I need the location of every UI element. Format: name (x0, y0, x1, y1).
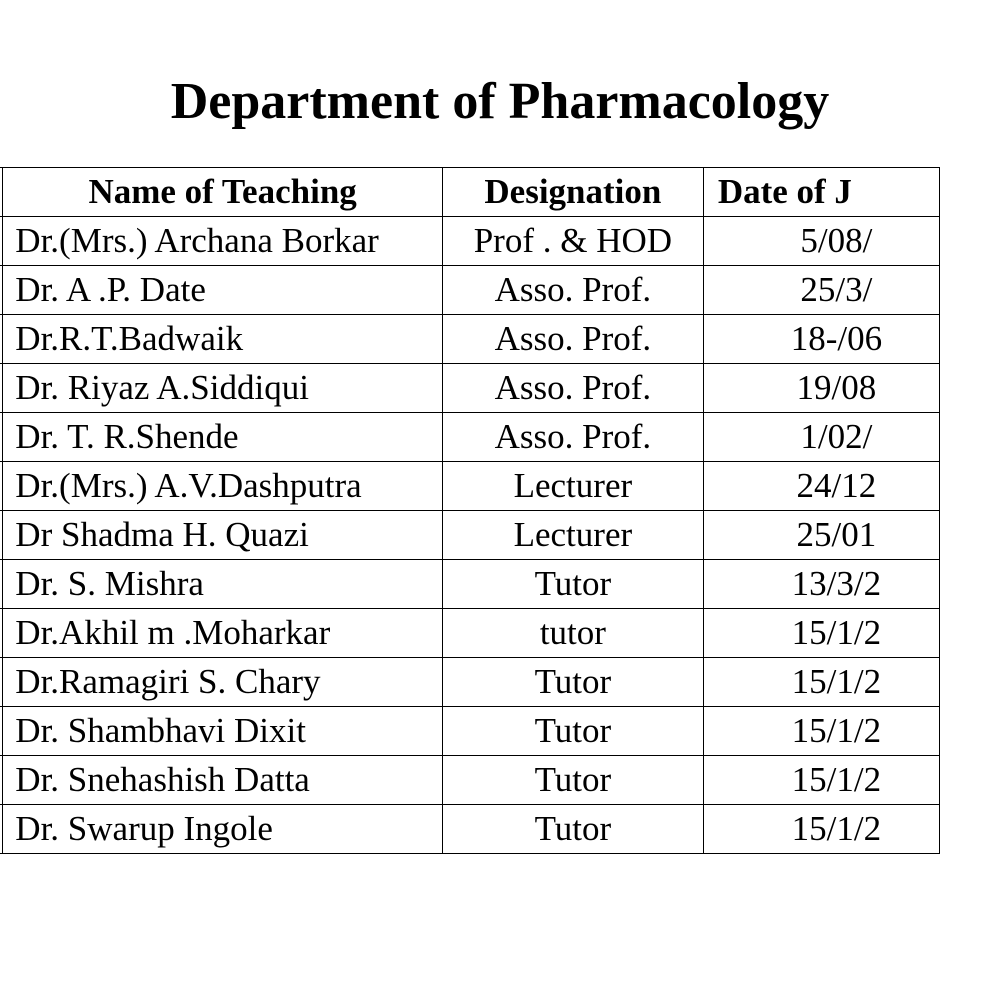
table-row (0, 364, 940, 413)
table-row (0, 413, 940, 462)
cell-date-of-joining: 15/1/2 (703, 756, 939, 805)
table-row (0, 805, 940, 854)
cell-date-of-joining: 1/02/ (703, 413, 939, 462)
cell-name: Dr. Riyaz A.Siddiqui (3, 364, 443, 413)
table-body (0, 217, 940, 854)
cell-name: Dr. Shambhavi Dixit (3, 707, 443, 756)
cell-name: Dr.(Mrs.) A.V.Dashputra (3, 462, 443, 511)
cell-date-of-joining: 24/12 (703, 462, 939, 511)
table-row (0, 462, 940, 511)
staff-table (0, 167, 940, 854)
cell-date-of-joining: 15/1/2 (703, 805, 939, 854)
cell-designation: Asso. Prof. (442, 315, 703, 364)
cell-designation: Lecturer (442, 462, 703, 511)
table-header-row (0, 168, 940, 217)
cell-date-of-joining: 5/08/ (703, 217, 939, 266)
cell-designation: Tutor (442, 805, 703, 854)
cell-designation: Prof . & HOD (442, 217, 703, 266)
table-row (0, 511, 940, 560)
cell-name: Dr.Akhil m .Moharkar (3, 609, 443, 658)
cell-designation: Tutor (442, 707, 703, 756)
table-row (0, 315, 940, 364)
cell-name: Dr. Snehashish Datta (3, 756, 443, 805)
cell-name: Dr.Ramagiri S. Chary (3, 658, 443, 707)
cell-date-of-joining: 25/3/ (703, 266, 939, 315)
cell-date-of-joining: 25/01 (703, 511, 939, 560)
table-row (0, 609, 940, 658)
table-row (0, 658, 940, 707)
table-row (0, 266, 940, 315)
cell-designation: Asso. Prof. (442, 266, 703, 315)
cell-designation: tutor (442, 609, 703, 658)
cell-name: Dr Shadma H. Quazi (3, 511, 443, 560)
header-name: Name of Teaching (3, 168, 443, 217)
cell-date-of-joining: 19/08 (703, 364, 939, 413)
cell-designation: Tutor (442, 560, 703, 609)
cell-name: Dr. A .P. Date (3, 266, 443, 315)
cell-designation: Tutor (442, 756, 703, 805)
page-title: Department of Pharmacology (170, 73, 830, 130)
cell-designation: Asso. Prof. (442, 364, 703, 413)
table-row (0, 560, 940, 609)
cell-date-of-joining: 18-/06 (703, 315, 939, 364)
cell-name: Dr. S. Mishra (3, 560, 443, 609)
cell-date-of-joining: 15/1/2 (703, 609, 939, 658)
cell-date-of-joining: 15/1/2 (703, 707, 939, 756)
table-row (0, 217, 940, 266)
cell-date-of-joining: 15/1/2 (703, 658, 939, 707)
table-row (0, 756, 940, 805)
cell-designation: Lecturer (442, 511, 703, 560)
cell-name: Dr. T. R.Shende (3, 413, 443, 462)
table-row (0, 707, 940, 756)
cell-designation: Asso. Prof. (442, 413, 703, 462)
cell-name: Dr.(Mrs.) Archana Borkar (3, 217, 443, 266)
header-designation: Designation (442, 168, 703, 217)
cell-name: Dr. Swarup Ingole (3, 805, 443, 854)
header-date-of-joining: Date of J (703, 168, 939, 217)
cell-designation: Tutor (442, 658, 703, 707)
cell-name: Dr.R.T.Badwaik (3, 315, 443, 364)
cell-date-of-joining: 13/3/2 (703, 560, 939, 609)
